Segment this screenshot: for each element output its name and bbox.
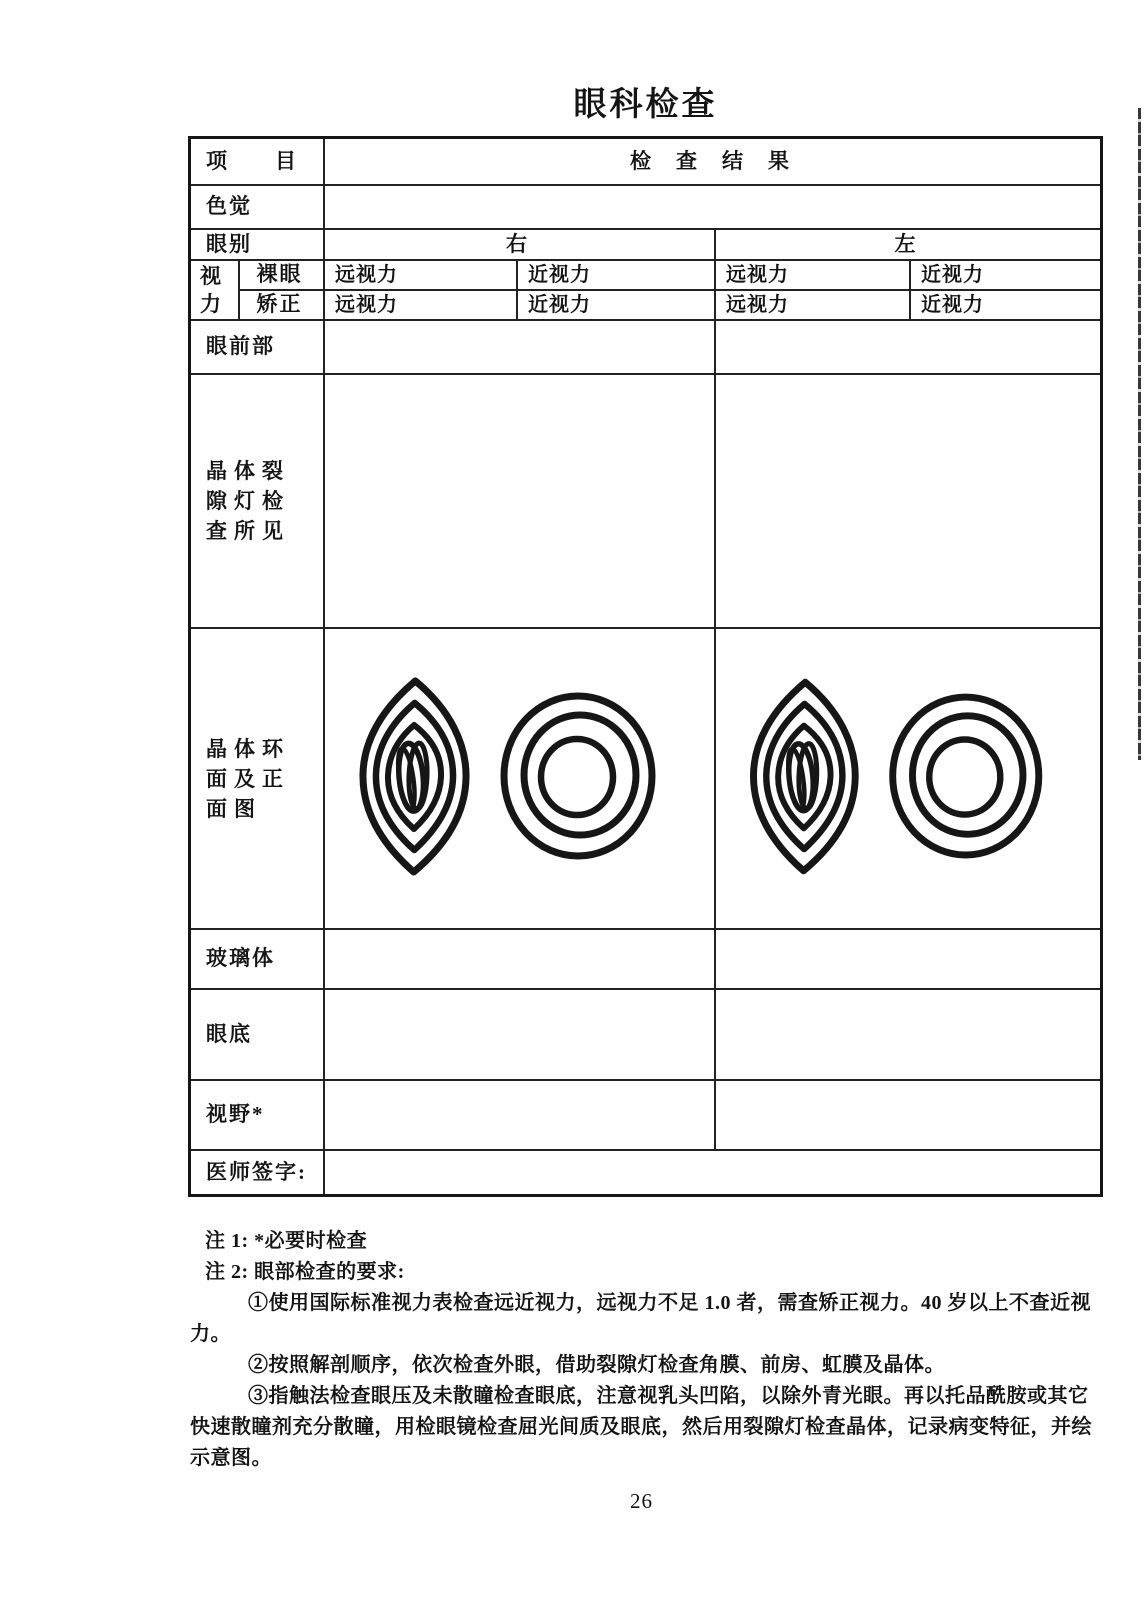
cell-fundus-right [325,990,716,1081]
col-header-right-eye: 右 [325,230,716,261]
near-vision-label-left-corrected: 近视力 [911,291,1100,321]
row-label-fundus: 眼底 [191,990,325,1081]
far-vision-label-right-corrected: 远视力 [325,291,518,321]
ophthalmology-exam-table [188,136,1103,1197]
cell-color-vision-result [325,186,1100,230]
cell-physician-signature [325,1151,1100,1194]
page-number: 26 [630,1489,653,1513]
cell-visual-field-left [716,1081,1100,1151]
near-vision-label-left-naked: 近视力 [911,261,1100,291]
cell-slit-lamp-left [716,375,1100,629]
row-label-lens-diagram: 晶体环面及正面图 [191,629,325,930]
note-requirement-1: ①使用国际标准视力表检查远近视力，远视力不足 1.0 者，需查矫正视力。40 岁以上不查近视力。 [190,1292,1091,1345]
near-vision-label-right-naked: 近视力 [518,261,716,291]
row-label-vitreous: 玻璃体 [191,930,325,990]
row-label-naked-eye: 裸眼 [240,261,325,291]
cell-visual-field-right [325,1081,716,1151]
near-vision-label-right-corrected: 近视力 [518,291,716,321]
row-label-visual-field: 视野* [191,1081,325,1151]
cell-slit-lamp-right [325,375,716,629]
lens-cross-section-and-front-view-left-diagram [716,629,1100,928]
row-label-corrected: 矫正 [240,291,325,321]
vision-label-char-2: 力 [200,292,223,316]
cell-anterior-left [716,321,1100,375]
row-label-color-vision: 色觉 [191,186,325,230]
col-header-left-eye: 左 [716,230,1100,261]
row-label-vision [191,261,240,321]
row-label-slit-lamp-findings: 晶体裂隙灯检查所见 [191,375,325,629]
header-item: 项 目 [191,139,325,186]
row-label-anterior-segment: 眼前部 [191,321,325,375]
cell-lens-diagram-right [325,629,716,930]
cell-vitreous-left [716,930,1100,990]
note-requirement-3: ③指触法检查眼压及未散瞳检查眼底，注意视乳头凹陷，以除外青光眼。再以托品酰胺或其它快速散瞳剂充分散瞳，用检眼镜检查屈光间质及眼底，然后用裂隙灯检查晶体，记录病变特征，并绘示意图。 [190,1385,1092,1469]
note-requirement-2: ②按照解剖顺序，依次检查外眼，借助裂隙灯检查角膜、前房、虹膜及晶体。 [248,1354,945,1376]
cell-lens-diagram-left [716,629,1100,930]
row-label-physician-signature: 医师签字: [191,1151,325,1194]
scan-artifact-streak [1138,108,1141,760]
cell-fundus-left [716,990,1100,1081]
cell-vitreous-right [325,930,716,990]
row-label-eye-side: 眼别 [191,230,325,261]
vision-label-char-1: 视 [200,263,223,288]
far-vision-label-left-corrected: 远视力 [716,291,911,321]
cell-anterior-right [325,321,716,375]
note-1: 注 1: *必要时检查 [205,1230,368,1252]
far-vision-label-right-naked: 远视力 [325,261,518,291]
footnotes [190,1226,1105,1474]
far-vision-label-left-naked: 远视力 [716,261,911,291]
lens-cross-section-and-front-view-right-diagram [325,629,714,928]
page-title: 眼科检查 [573,87,718,123]
header-result: 检 查 结 果 [325,139,1100,186]
note-2: 注 2: 眼部检查的要求: [205,1261,405,1283]
